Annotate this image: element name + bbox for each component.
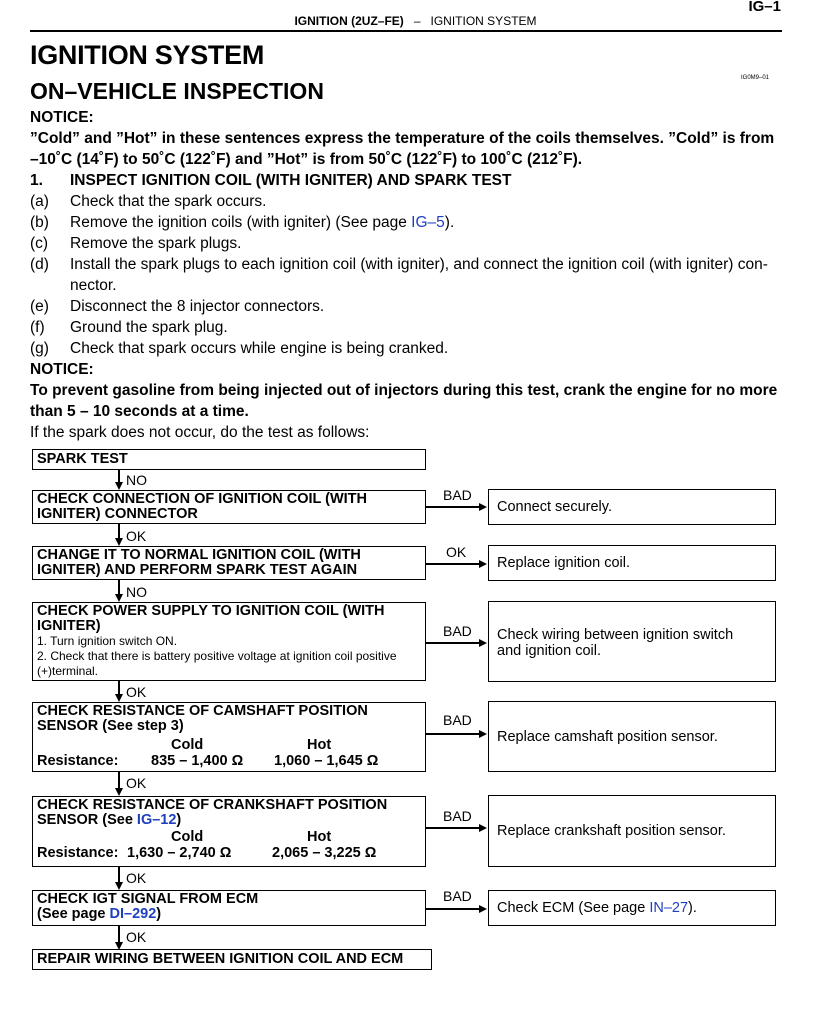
step-label: (c) — [30, 235, 49, 252]
connector-line — [426, 563, 479, 565]
resistance-value-row — [37, 846, 421, 862]
step-label: (e) — [30, 298, 49, 315]
result-text: Replace camshaft position sensor. — [497, 728, 718, 745]
result-text: Check wiring between ignition switch — [497, 627, 734, 643]
notice-text-line2: –10˚C (14˚F) to 50˚C (122˚F) and ”Hot” is from 50˚C (122˚F) to 100˚C (212˚F). — [30, 151, 583, 168]
header-dash: – — [413, 14, 421, 28]
box-line: CHANGE IT TO NORMAL IGNITION COIL (WITH — [37, 547, 361, 563]
arrow-down-icon — [115, 788, 123, 796]
page-subtitle: ON–VEHICLE INSPECTION — [30, 78, 324, 104]
section-number: 1. — [30, 172, 43, 189]
result-text-part: Check ECM (See page — [497, 900, 650, 916]
flow-intro: If the spark does not occur, do the test as follows: — [30, 424, 370, 441]
step-text: Install the spark plugs to each ignition coil (with igniter), and connect the ignition coil (with igniter) con- — [70, 256, 768, 273]
page-title: IGNITION SYSTEM — [30, 40, 265, 70]
box-subline: 1. Turn ignition switch ON. — [37, 634, 178, 648]
section-title: INSPECT IGNITION COIL (WITH IGNITER) AND SPARK TEST — [70, 172, 512, 189]
result-text: and ignition coil. — [497, 643, 601, 659]
step-text-part: Remove the ignition coils (with igniter) (See page — [70, 214, 412, 231]
notice2-text-line2: than 5 – 10 seconds at a time. — [30, 403, 249, 420]
flow-start-box — [32, 449, 426, 470]
connector-line — [426, 827, 479, 829]
flow-check-igt-signal-box — [32, 890, 426, 926]
branch-bad-label: BAD — [443, 712, 472, 728]
doc-code: IG0M9–01 — [741, 75, 770, 81]
step-text: Remove the spark plugs. — [70, 235, 242, 252]
notice-text-line1: ”Cold” and ”Hot” in these sentences express the temperature of the coils themselves. ”Cold” is from — [30, 130, 775, 147]
connector-line — [118, 524, 120, 538]
header-rule — [30, 30, 782, 32]
box-line-part: SENSOR (See — [37, 812, 137, 828]
page-number: IG–1 — [748, 0, 781, 15]
flow-check-crankshaft-sensor-box — [32, 796, 426, 867]
resistance-value-row — [37, 754, 421, 770]
result-text: Replace crankshaft position sensor. — [497, 823, 726, 839]
cold-header: Cold — [171, 737, 204, 753]
box-line: CHECK IGT SIGNAL FROM ECM — [37, 891, 259, 907]
step-label: (a) — [30, 193, 49, 210]
flow-check-camshaft-sensor-box — [32, 702, 426, 772]
flow-check-connection-box — [32, 490, 426, 524]
running-header — [0, 14, 831, 28]
box-subline: 2. Check that there is battery positive voltage at ignition coil positive — [37, 649, 397, 663]
arrow-right-icon — [479, 503, 487, 511]
header-title: IGNITION SYSTEM — [430, 14, 537, 28]
cold-value: 835 – 1,400 Ω — [151, 753, 244, 769]
notice2-label: NOTICE: — [30, 361, 94, 378]
result-text — [497, 900, 697, 916]
connector-line — [426, 506, 479, 508]
flow-end-box — [32, 949, 432, 970]
resistance-header-row — [37, 830, 421, 846]
flow-end-label: REPAIR WIRING BETWEEN IGNITION COIL AND ECM — [37, 951, 404, 967]
branch-bad-label: BAD — [443, 487, 472, 503]
step-label: (b) — [30, 214, 49, 231]
result-replace-crankshaft-sensor — [488, 795, 776, 867]
result-text: Replace ignition coil. — [497, 555, 630, 571]
box-line: CHECK RESISTANCE OF CRANKSHAFT POSITION — [37, 797, 388, 813]
branch-no-label: NO — [126, 472, 147, 488]
branch-no-label: NO — [126, 584, 147, 600]
box-line — [37, 907, 421, 922]
box-line-part: (See page — [37, 906, 110, 922]
arrow-right-icon — [479, 639, 487, 647]
arrow-down-icon — [115, 538, 123, 546]
branch-ok-label: OK — [126, 528, 147, 544]
branch-bad-label: BAD — [443, 888, 472, 904]
arrow-down-icon — [115, 882, 123, 890]
result-replace-ignition-coil — [488, 545, 776, 581]
result-check-ecm — [488, 890, 776, 926]
arrow-right-icon — [479, 824, 487, 832]
resistance-label: Resistance: — [37, 753, 119, 769]
box-line: CHECK RESISTANCE OF CAMSHAFT POSITION — [37, 703, 368, 719]
connector-line — [118, 926, 120, 942]
box-line-part: ) — [156, 906, 162, 922]
box-line: IGNITER) — [37, 618, 101, 634]
box-line: CHECK CONNECTION OF IGNITION COIL (WITH — [37, 491, 367, 507]
branch-ok-label: OK — [126, 775, 147, 791]
step-label: (f) — [30, 319, 45, 336]
step-text: Check that the spark occurs. — [70, 193, 267, 210]
step-text-part: ). — [444, 214, 455, 231]
result-text: Connect securely. — [497, 499, 612, 515]
arrow-right-icon — [479, 560, 487, 568]
branch-ok-label: OK — [126, 929, 147, 945]
notice2-text-line1: To prevent gasoline from being injected out of injectors during this test, crank the engine for no more — [30, 382, 778, 399]
connector-line — [118, 681, 120, 694]
branch-bad-label: BAD — [443, 623, 472, 639]
flow-start-label: SPARK TEST — [37, 451, 128, 467]
box-subline: (+)terminal. — [37, 664, 99, 678]
flow-check-power-supply-box — [32, 602, 426, 681]
step-text: nector. — [70, 277, 117, 294]
box-line: CHECK POWER SUPPLY TO IGNITION COIL (WITH — [37, 603, 385, 619]
hot-header: Hot — [307, 829, 332, 845]
header-section: IGNITION (2UZ–FE) — [294, 14, 404, 28]
step-text — [70, 212, 782, 233]
box-line — [37, 813, 421, 828]
hot-header: Hot — [307, 737, 332, 753]
step-text: Ground the spark plug. — [70, 319, 228, 336]
result-check-wiring — [488, 601, 776, 682]
box-line: IGNITER) AND PERFORM SPARK TEST AGAIN — [37, 562, 358, 578]
connector-line — [426, 908, 479, 910]
notice-label: NOTICE: — [30, 109, 94, 126]
arrow-down-icon — [115, 594, 123, 602]
connector-line — [426, 733, 479, 735]
result-text-part: ). — [688, 900, 697, 916]
resistance-header-row — [37, 738, 421, 754]
branch-ok-label: OK — [126, 870, 147, 886]
connector-line — [118, 580, 120, 594]
page-link-ig12[interactable]: IG–12 — [136, 812, 177, 828]
hot-value: 2,065 – 3,225 Ω — [272, 845, 377, 861]
box-line: SENSOR (See step 3) — [37, 718, 184, 734]
cold-header: Cold — [171, 829, 204, 845]
page-link-ig5[interactable]: IG–5 — [411, 214, 445, 231]
step-label: (g) — [30, 340, 49, 357]
resistance-label: Resistance: — [37, 845, 119, 861]
arrow-down-icon — [115, 482, 123, 490]
arrow-right-icon — [479, 730, 487, 738]
connector-line — [118, 772, 120, 788]
result-replace-camshaft-sensor — [488, 701, 776, 772]
flow-change-coil-box — [32, 546, 426, 580]
arrow-right-icon — [479, 905, 487, 913]
page-link-in27[interactable]: IN–27 — [649, 900, 689, 916]
step-text: Disconnect the 8 injector connectors. — [70, 298, 325, 315]
step-label: (d) — [30, 256, 49, 273]
result-connect-securely — [488, 489, 776, 525]
page-link-di292[interactable]: DI–292 — [109, 906, 157, 922]
box-line-part: ) — [176, 812, 182, 828]
branch-ok-label: OK — [446, 544, 467, 560]
arrow-down-icon — [115, 694, 123, 702]
connector-line — [118, 867, 120, 882]
hot-value: 1,060 – 1,645 Ω — [274, 753, 379, 769]
connector-line — [426, 642, 479, 644]
step-text: Check that spark occurs while engine is being cranked. — [70, 340, 449, 357]
branch-bad-label: BAD — [443, 808, 472, 824]
box-line: IGNITER) CONNECTOR — [37, 506, 198, 522]
branch-ok-label: OK — [126, 684, 147, 700]
cold-value: 1,630 – 2,740 Ω — [127, 845, 232, 861]
